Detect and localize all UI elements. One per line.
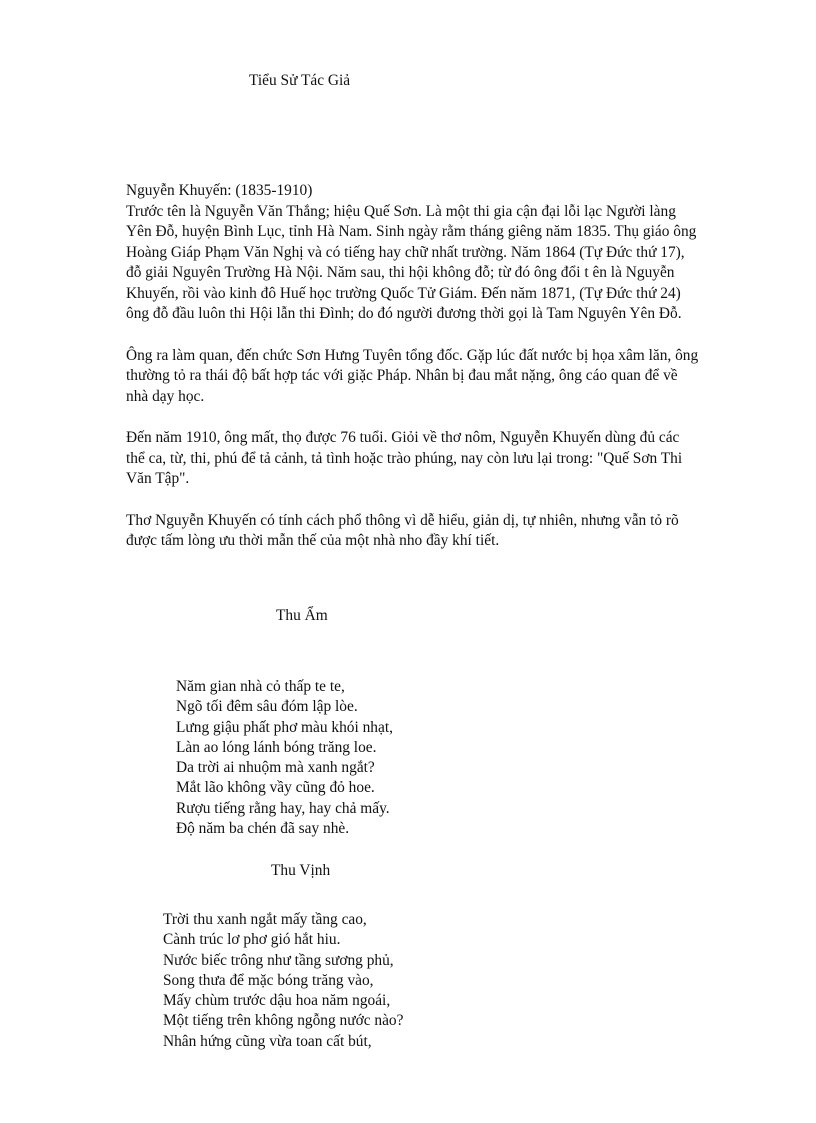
bio-line: Trước tên là Nguyễn Văn Thắng; hiệu Quế Sơn. Là một thi gia cận đại lỗi lạc Người làng — [126, 202, 676, 220]
bio-line: thường tỏ ra thái độ bất hợp tác với giặc Pháp. Nhân bị đau mắt nặng, ông cáo quan để về — [126, 367, 678, 384]
bio-line: Nguyễn Khuyến: (1835-1910) — [126, 182, 313, 199]
bio-line: Khuyến, rồi vào kinh đô Huế học trường Quốc Tử Giám. Đến năm 1871, (Tự Đức thứ 24) — [126, 284, 681, 302]
poem-title-thu-vinh: Thu Vịnh — [271, 862, 331, 879]
poem-verse: Năm gian nhà cỏ thấp te te, — [176, 678, 345, 695]
poem-verse: Rượu tiếng rằng hay, hay chả mấy. — [176, 799, 390, 817]
poem-verse: Một tiếng trên không ngỗng nước nào? — [163, 1012, 404, 1030]
poem-verse: Da trời ai nhuộm mà xanh ngắt? — [176, 759, 375, 777]
bio-line: nhà dạy học. — [126, 387, 205, 405]
poem-verse: Cành trúc lơ phơ gió hắt hiu. — [163, 931, 341, 949]
bio-line: Đến năm 1910, ông mất, thọ được 76 tuổi. Giỏi về thơ nôm, Nguyễn Khuyến dùng đủ các — [126, 429, 680, 446]
poem-verse: Làn ao lóng lánh bóng trăng loe. — [176, 738, 377, 756]
poem-verse: Ngõ tối đêm sâu đóm lập lòe. — [176, 698, 358, 716]
poem-thu-vinh — [163, 910, 403, 1052]
poem-verse: Song thưa để mặc bóng trăng vào, — [163, 971, 374, 989]
bio-line: thể ca, từ, thi, phú để tả cảnh, tả tình hoặc trào phúng, nay còn lưu lại trong: "Quế Sơn Thi — [126, 449, 683, 467]
bio-line: Hoàng Giáp Phạm Văn Nghị và có tiếng hay chữ nhất trường. Năm 1864 (Tự Đức thứ 17), — [126, 243, 685, 261]
poem-verse: Mấy chùm trước dậu hoa năm ngoái, — [163, 992, 391, 1010]
poem-verse: Nhân hứng cũng vừa toan cất bút, — [163, 1032, 372, 1050]
poem-verse: Lưng giậu phất phơ màu khói nhạt, — [176, 718, 393, 736]
poem-title-thu-am: Thu Ẩm — [276, 607, 328, 624]
poem-verse: Trời thu xanh ngắt mấy tầng cao, — [163, 911, 367, 928]
bio-line: được tấm lòng ưu thời mẫn thế của một nhà nho đầy khí tiết. — [126, 532, 500, 549]
bio-line: Ông ra làm quan, đến chức Sơn Hưng Tuyên tổng đốc. Gặp lúc đất nước bị họa xâm lăn, ông — [126, 346, 699, 364]
bio-paragraph-4 — [126, 511, 746, 552]
poem-verse: Độ năm ba chén đã say nhè. — [176, 820, 350, 838]
bio-line: Văn Tập". — [126, 470, 190, 487]
bio-line: Thơ Nguyễn Khuyến có tính cách phổ thông vì dễ hiểu, giản dị, tự nhiên, nhưng vẫn tỏ rõ — [126, 511, 679, 529]
biography-section — [126, 181, 746, 573]
document-title: Tiểu Sử Tác Giả — [249, 72, 351, 89]
poem-verse: Nước biếc trông như tầng sương phủ, — [163, 951, 394, 969]
bio-paragraph-3 — [126, 428, 746, 490]
bio-line: đỗ giải Nguyên Trường Hà Nội. Năm sau, thi hội không đỗ; từ đó ông đổi t ên là Nguyễn — [126, 264, 675, 281]
bio-paragraph-2 — [126, 346, 746, 408]
poem-thu-am — [176, 677, 393, 839]
bio-paragraph-1 — [126, 181, 746, 325]
bio-line: ông đỗ đầu luôn thi Hội lẫn thi Đình; do đó người đương thời gọi là Tam Nguyên Yên Đỗ. — [126, 305, 682, 322]
poem-verse: Mắt lão không vầy cũng đỏ hoe. — [176, 779, 375, 797]
bio-line: Yên Đỗ, huyện Bình Lục, tỉnh Hà Nam. Sinh ngày rằm tháng giêng năm 1835. Thụ giáo ông — [126, 223, 697, 240]
